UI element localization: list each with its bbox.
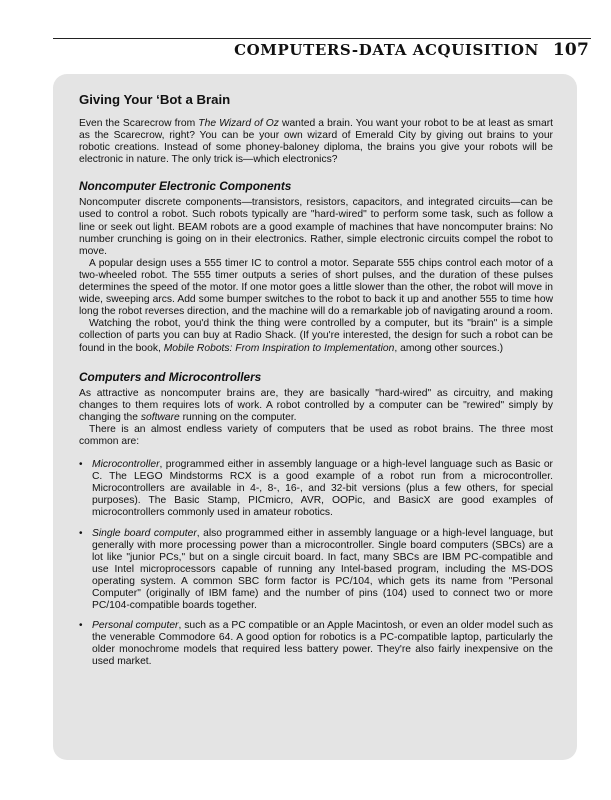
subsection-heading: Noncomputer Electronic Components — [79, 179, 292, 194]
subsection-heading: Computers and Microcontrollers — [79, 369, 262, 384]
paragraph: As attractive as noncomputer brains are, they are basically "hard-wired" as circuitry, and making changes to them requires lots of work. A robot controlled by a computer can be "rewired" simply by changing the software running on the computer. — [79, 387, 553, 423]
page-number: 107 — [552, 40, 589, 60]
header-rule — [53, 38, 591, 39]
paragraph: There is an almost endless variety of computers that be used as robot brains. The three most common are: — [79, 423, 553, 447]
paragraph: A popular design uses a 555 timer IC to control a motor. Separate 555 chips control each motor of a two-wheeled robot. The 555 timer outputs a series of short pulses, and the duration of these pulses determines the speed of the motor. If one motor goes a little slower than the other, the robot will move in wide, sweeping arcs. Add some bumper switches to the robot to back it up and another 555 to time how long the robot reverses direction, and the machine will do a remarkable job of navigating around a room. — [79, 257, 553, 318]
running-head — [234, 40, 589, 60]
paragraph: Watching the robot, you'd think the thing were controlled by a computer, but its "brain" is a simple collection of parts you can buy at Radio Shack. (If you're interested, the design for such a robot can be found in the book, Mobile Robots: From Inspiration to Implementation, among other sources.) — [79, 318, 553, 354]
chapter-title: COMPUTERS-DATA ACQUISITION — [234, 41, 539, 59]
bullet-icon: • — [79, 527, 83, 539]
list-item: • Personal computer, such as a PC compatible or an Apple Macintosh, or even an older model such as the venerable Commodore 64. A good option for robotics is a PC-compatible laptop, particularly the older monochrome models that required less battery power. They're also fairly inexpensive on the used market. — [79, 620, 553, 668]
bullet-icon: • — [79, 459, 83, 471]
paragraph: Noncomputer discrete components—transistors, resistors, capacitors, and integrated circuits—can be used to control a robot. Such robots typically are "hard-wired" to perform some task, such as follow a line or seek out light. BEAM robots are a good example of machines that have noncomputer brains: No number crunching is going on in their electronics. Rather, simple electronic circuits compel the robot to move. — [79, 197, 553, 257]
sidebar-content — [79, 92, 553, 677]
bullet-icon: • — [79, 620, 83, 632]
paragraph: Even the Scarecrow from The Wizard of Oz wanted a brain. You want your robot to be at least as smart as the Scarecrow, right? You can be your own wizard of Emerald City by giving out brains to your robotic creations. Instead of some phoney-baloney diploma, the brains you give your robots will be electronic in nature. The only trick is—which electronics? — [79, 118, 553, 166]
list-item: • Microcontroller, programmed either in assembly language or a high-level language such as Basic or C. The LEGO Mindstorms RCX is a good example of a robot run from a microcontroller. Microcontrollers are available in 4-, 8-, 16-, and 32-bit versions (plus a few others, for special purposes). The Basic Stamp, PICmicro, AVR, OOPic, and BasicX are good examples of microcontrollers commonly used in amateur robotics. — [79, 459, 553, 519]
section-heading: Giving Your ‘Bot a Brain — [79, 92, 231, 107]
list-item: • Single board computer, also programmed either in assembly language or a high-level language, but generally with more processing power than a microcontroller. Single board computers (SBCs) are a lot like "junior PCs," but on a single circuit board. In fact, many SBCs are IBM PC-compatible and use Intel microprocessors capable of running any Intel-based program, including the MS-DOS operating system. A common SBC form factor is PC/104, which gets its name from "Personal Computer" (originally of IBM fame) and the number of pins (104) used to connect two or more PC/104-compatible boards together. — [79, 527, 553, 612]
bullet-list — [79, 459, 553, 669]
